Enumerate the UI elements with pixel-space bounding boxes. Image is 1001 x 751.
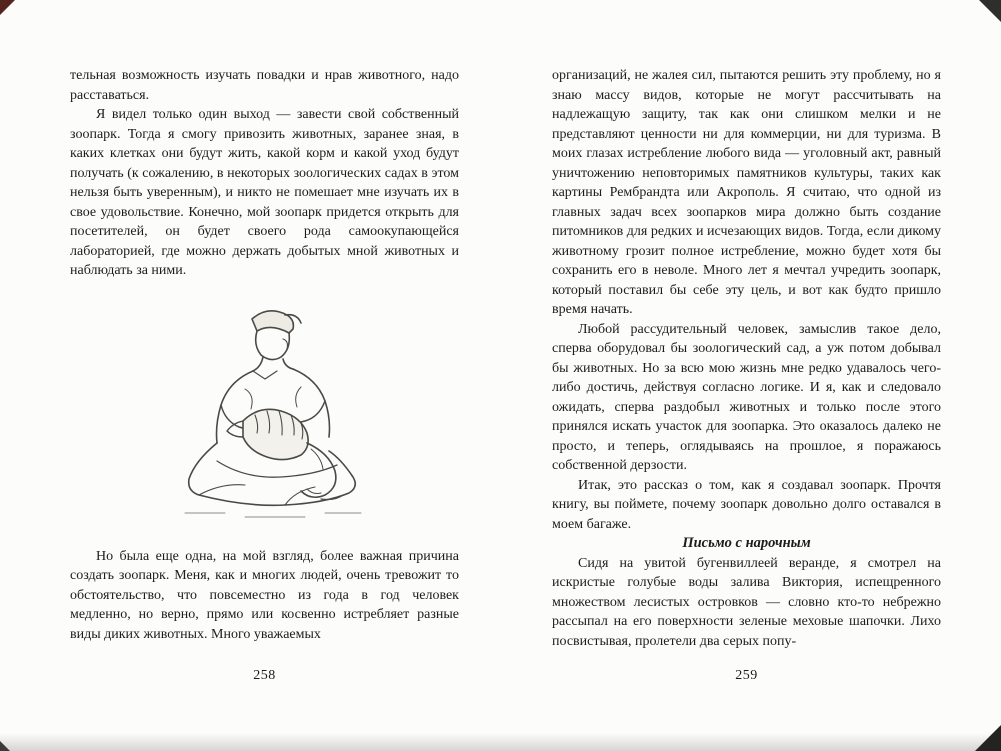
paragraph: Я видел только один выход — завести свой собственный зоопарк. Тогда я смогу привозить животных, заранее зная, в каких клетках они будут жить, какой корм и какой уход будут получать (к сожалению, в некоторых зоологических садах в этом нельзя быть уверенным), и никто не помешает мне изучать их в свое удовольствие. Конечно, мой зоопарк придется открыть для посетителей, он будет своего рода самоокупающейся лабораторией, где можно держать добытых мной животных и наблюдать за ними.: [70, 107, 459, 278]
paragraph: Любой рассудительный человек, замыслив такое дело, сперва оборудовал бы зоологический сад, а уж потом добывал бы животных. Но за всю мою жизнь мне редко удавалось чего-либо достичь, действуя согласно логике. И я, как и следовало ожидать, сперва раздобыл животных и только после этого принялся искать участок для зоопарка. Это оказалось далеко не просто, и теперь, оглядываясь на прошлое, я поражаюсь собственной дерзости.: [552, 321, 941, 473]
page-right-text-column: [552, 66, 941, 651]
paragraph: Итак, это рассказ о том, как я создавал зоопарк. Прочтя книгу, вы поймете, почему зоопарк довольно долго оставался в моем багаже.: [552, 477, 941, 532]
paragraph: Сидя на увитой бугенвиллеей веранде, я смотрел на искристые голубые воды залива Виктория, испещренного множеством лесистых островков — словно кто-то небрежно рассыпал на его поверхности зеленые меховые шапочки. Лихо посвистывая, пролетели два серых попу-: [552, 555, 941, 649]
page-number-left: 258: [253, 668, 276, 683]
paragraph: организаций, не жалея сил, пытаются решить эту проблему, но я знаю массу видов, которые не могут рассчитывать на надлежащую защиту, так как они слишком мелки и не представляют ценности ни для коммерции, ни для туризма. В моих глазах истребление любого вида — уголовный акт, равный уничтожению неповторимых памятников культуры, таких как картины Рембрандта или Акрополь. Я считаю, что одной из главных задач всех зоопарков мира должно быть создание питомников для редких и исчезающих видов. Тогда, если дикому животному грозит полное истребление, можно будет хотя бы сохранить его в неволе. Много лет я мечтал учредить зоопарк, который поставил бы себе эту цель, и вот как будто пришло время начать.: [552, 68, 941, 317]
scan-corner-artifact-top-left: [0, 0, 15, 15]
scan-corner-artifact-top-right: [979, 0, 1001, 22]
seated-man-with-pangolin-illustration: [125, 293, 405, 533]
ink-sketch-drawing: [125, 293, 405, 533]
page-bottom-shadow: [0, 733, 1001, 751]
paragraph: Но была еще одна, на мой взгляд, более важная причина создать зоопарк. Меня, как и многих людей, очень тревожит то обстоятельство, что повсеместно из года в год человек медленно, но верно, прямо или косвенно истребляет разные виды диких животных. Много уважаемых: [70, 548, 459, 642]
scan-corner-artifact-bottom-left: [0, 741, 10, 751]
scan-corner-artifact-bottom-right: [975, 725, 1001, 751]
paragraph: тельная возможность изучать повадки и нрав животного, надо расставаться.: [70, 68, 459, 103]
page-left-text-column: [70, 66, 459, 644]
section-heading: Письмо с нарочным: [682, 535, 811, 551]
page-number-right: 259: [735, 668, 758, 683]
